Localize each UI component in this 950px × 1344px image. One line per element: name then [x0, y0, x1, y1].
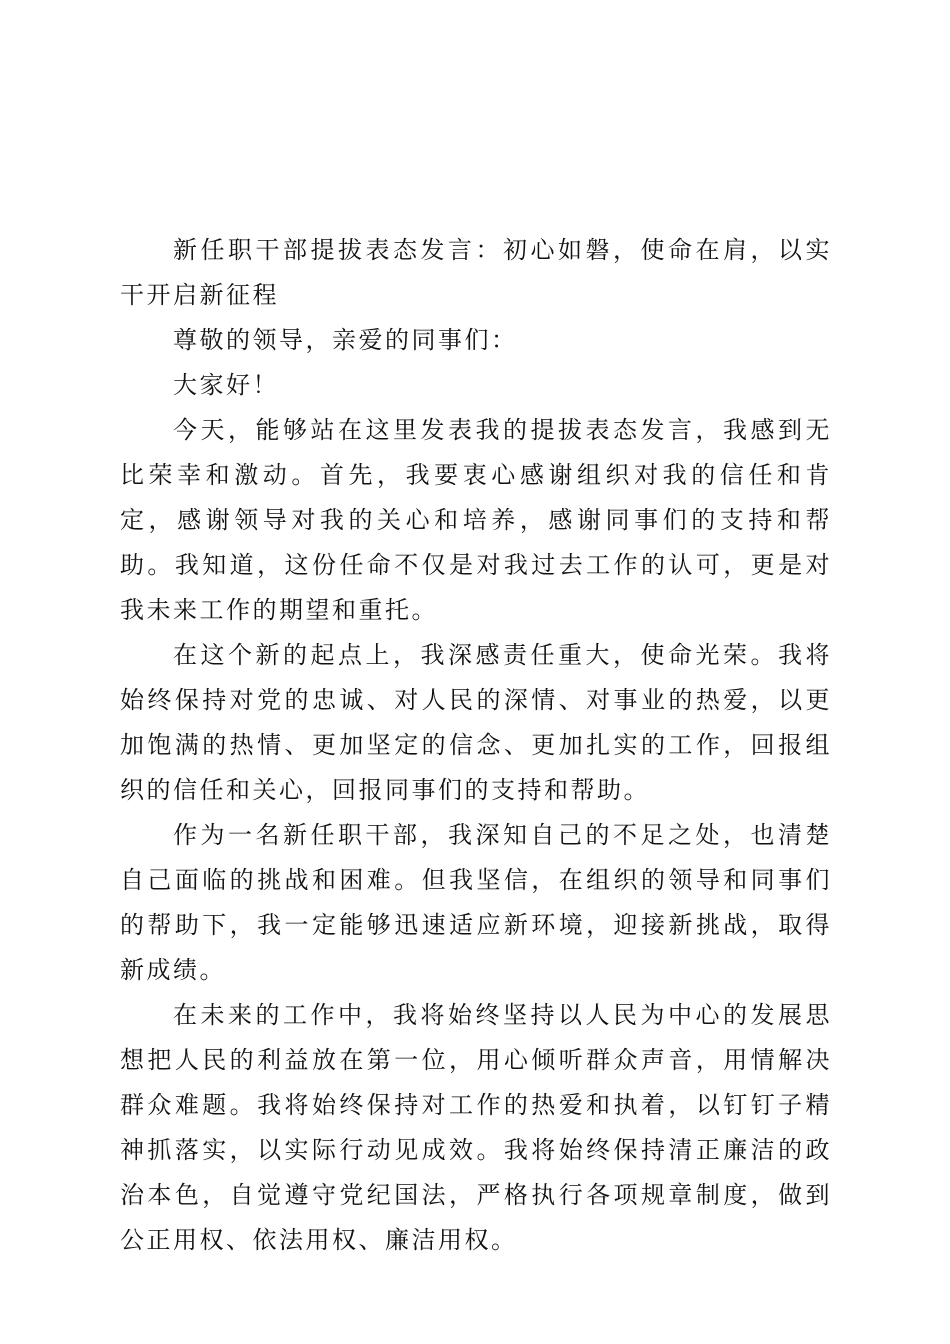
- greeting: 大家好！: [173, 371, 279, 399]
- salutation: 尊敬的领导，亲爱的同事们：: [173, 326, 518, 354]
- body-paragraph: 在未来的工作中，我将始终坚持以人民为中心的发展思想把人民的利益放在第一位，用心倾听群众声音，用情解决群众难题。我将始终保持对工作的热爱和执着，以钉钉子精神抓落实，以实际行动见成效。我将始终保持清正廉洁的政治本色，自觉遵守党纪国法，严格执行各项规章制度，做到公正用权、依法用权、廉洁用权。: [120, 1001, 832, 1254]
- body-paragraph: 作为一名新任职干部，我深知自己的不足之处，也清楚自己面临的挑战和困难。但我坚信，在组织的领导和同事们的帮助下，我一定能够迅速适应新环境，迎接新挑战，取得新成绩。: [120, 821, 832, 984]
- body-paragraph: 在这个新的起点上，我深感责任重大，使命光荣。我将始终保持对党的忠诚、对人民的深情、对事业的热爱，以更加饱满的热情、更加坚定的信念、更加扎实的工作，回报组织的信任和关心，回报同事们的支持和帮助。: [120, 641, 832, 804]
- body-paragraph: 今天，能够站在这里发表我的提拔表态发言，我感到无比荣幸和激动。首先，我要衷心感谢组织对我的信任和肯定，感谢领导对我的关心和培养，感谢同事们的支持和帮助。我知道，这份任命不仅是对我过去工作的认可，更是对我未来工作的期望和重托。: [120, 416, 832, 624]
- document-title: 新任职干部提拔表态发言：初心如磐，使命在肩，以实干开启新征程: [120, 236, 832, 309]
- document-body: [120, 228, 832, 1263]
